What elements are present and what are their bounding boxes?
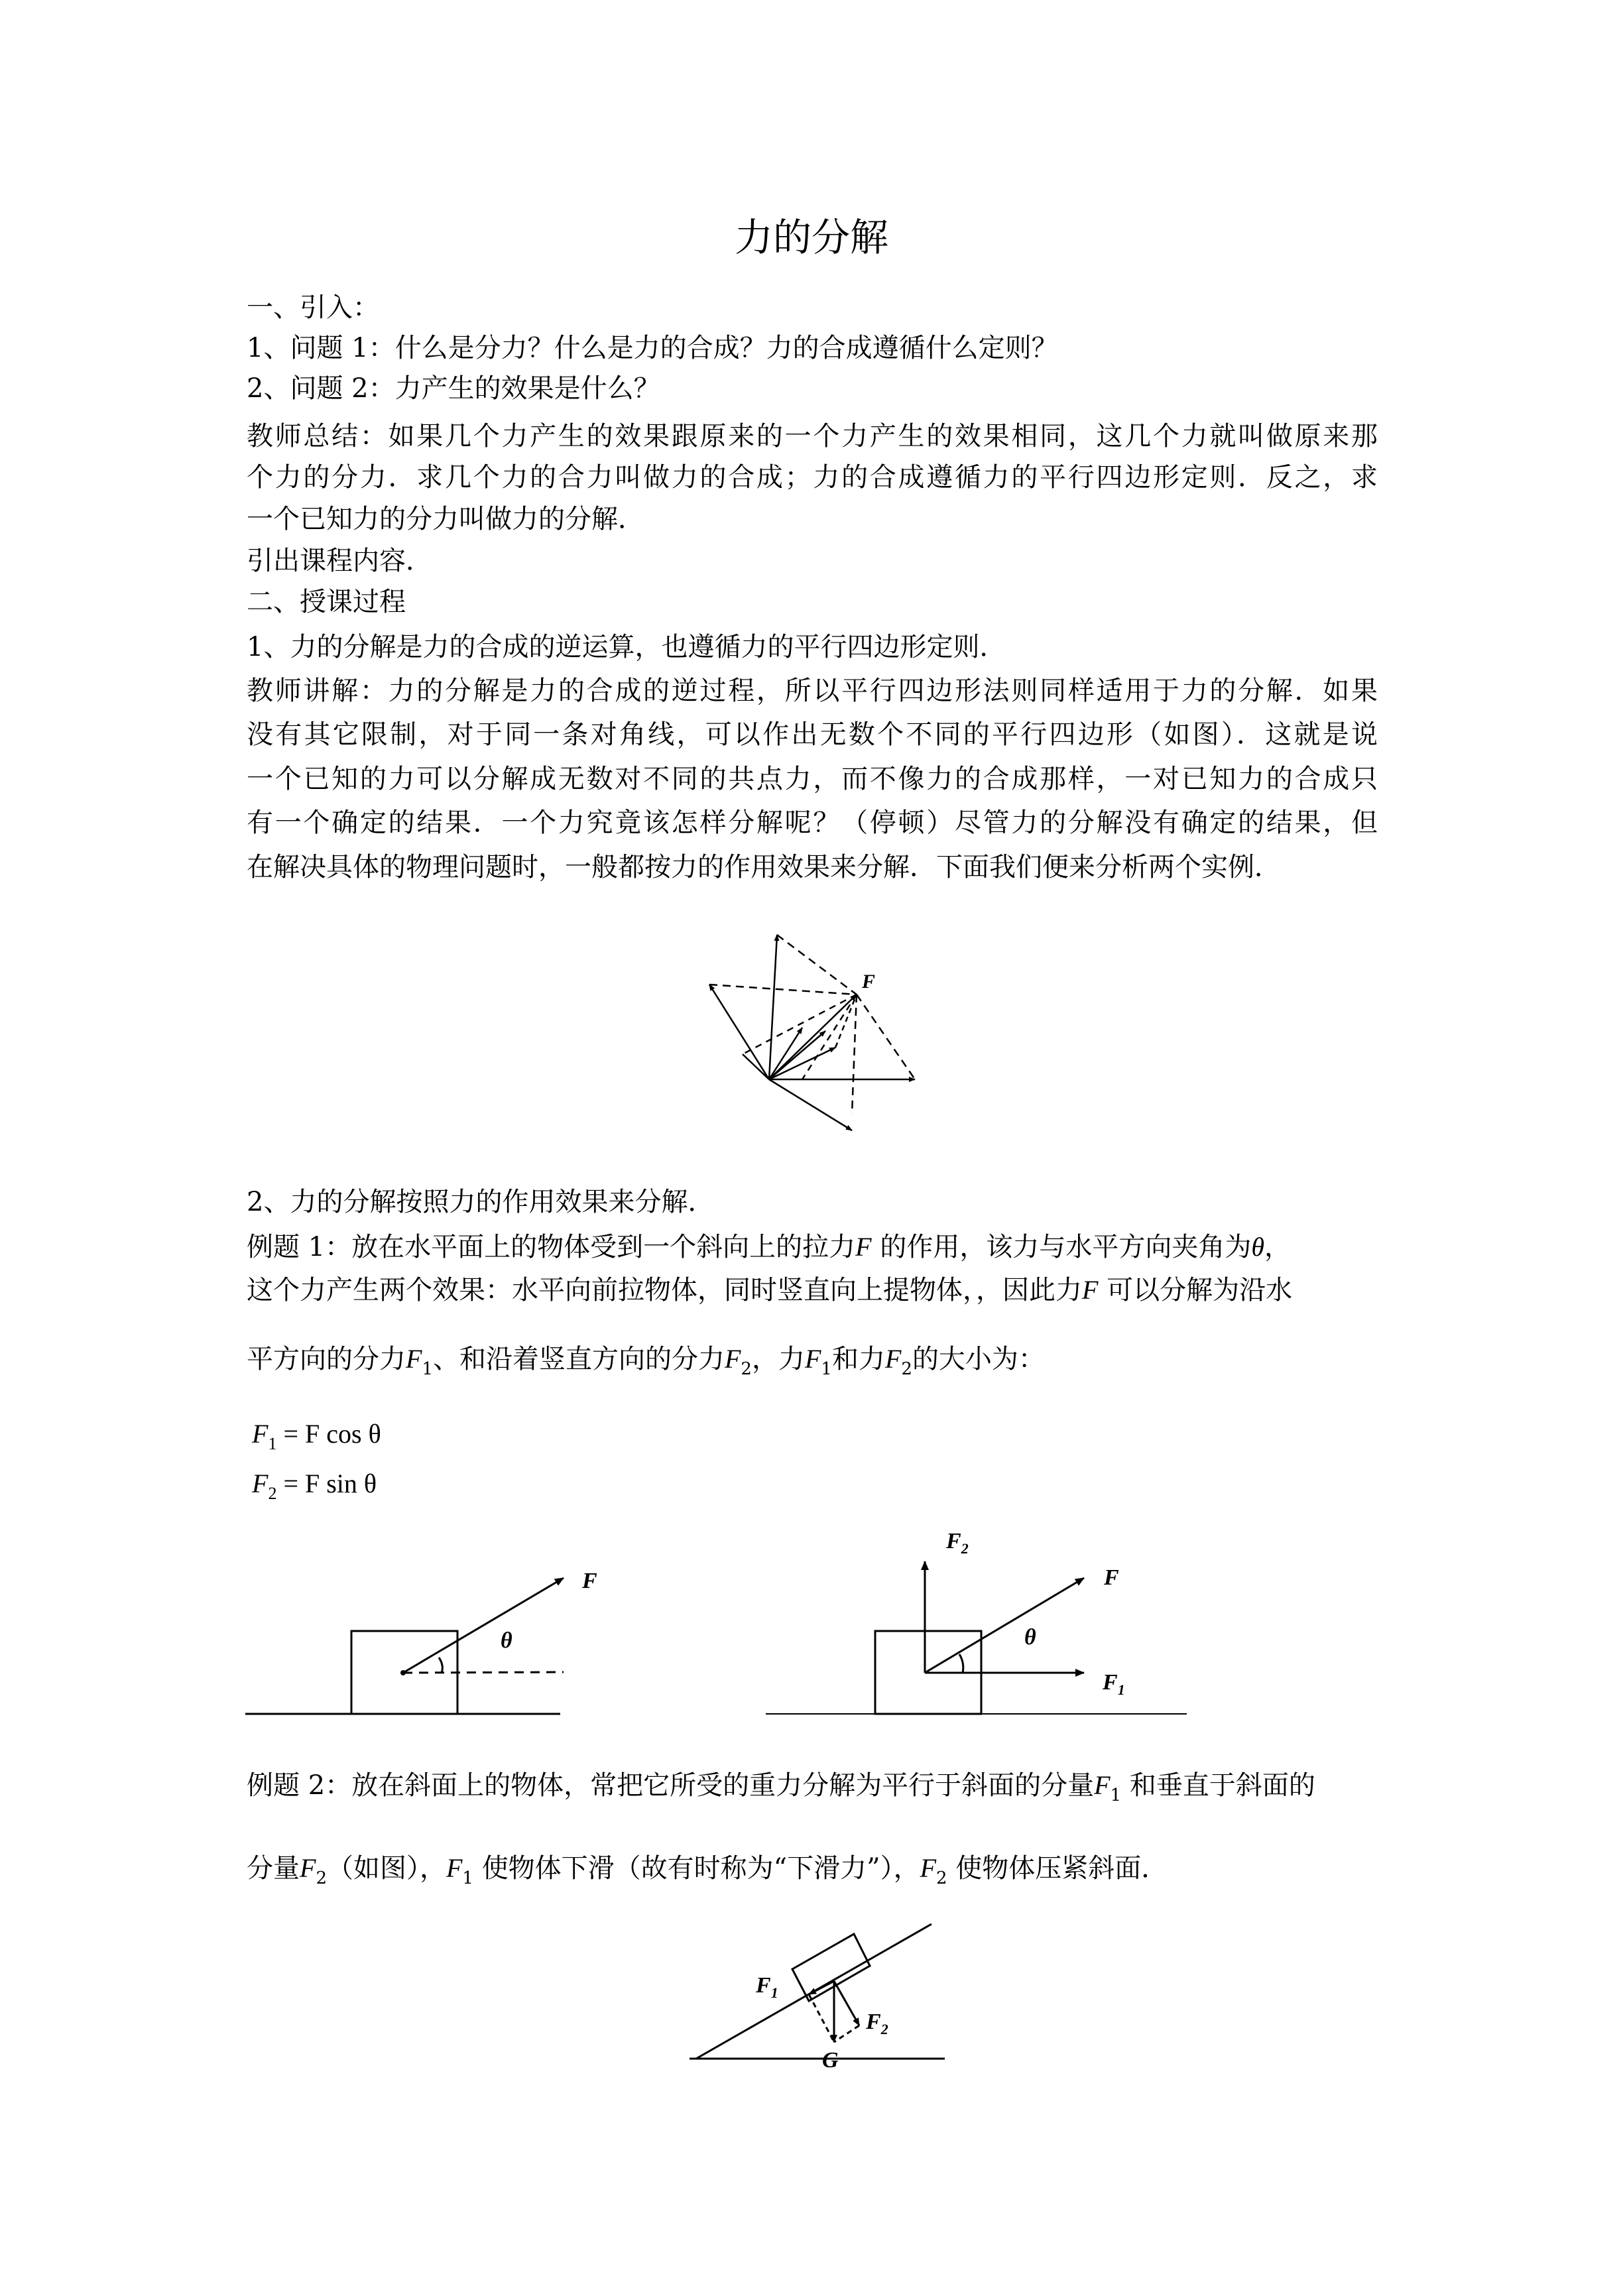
point-2: 2、力的分解按照力的作用效果来分解． [247, 1187, 715, 1217]
page-title: 力的分解 [734, 215, 888, 260]
figure1-force-label: F [862, 971, 876, 993]
subscript-2: 2 [316, 1868, 327, 1888]
ex1-text-a3: ， [1264, 1232, 1291, 1262]
ex1-text-b1: 这个力产生两个效果：水平向前拉物体，同时竖直向上提物体，，因此力 [247, 1275, 1082, 1305]
symbol-F1: F [1094, 1770, 1111, 1800]
subscript-2: 2 [936, 1868, 947, 1888]
figure4-F1-label: $F_1$ [756, 1973, 778, 2001]
question-1: 1、问题 1：什么是分力？什么是力的合成？力的合成遵循什么定则？ [247, 333, 1058, 363]
figure4-G-label: G [822, 2048, 839, 2073]
incline-figure [683, 1909, 961, 2073]
block-decomposition-figure [766, 1518, 1203, 1724]
symbol-F2: F [300, 1853, 316, 1883]
subscript-1: 1 [422, 1359, 433, 1379]
ex2-text-a1: 例题 2：放在斜面上的物体，常把它所受的重力分解为平行于斜面的分量 [247, 1770, 1095, 1801]
figure2-angle-label: θ [501, 1628, 512, 1653]
ex1-text-a2: 的作用，该力与水平方向夹角为 [880, 1232, 1252, 1262]
formula-f2-rhs: = F sin θ [283, 1469, 377, 1498]
example-2-line-2 [247, 1850, 1168, 1887]
formula-f2 [252, 1465, 377, 1502]
process-heading: 二、授课过程 [247, 587, 406, 617]
subscript-1: 1 [1110, 1785, 1122, 1805]
explanation-line-5: 在解决具体的物理问题时，一般都按力的作用效果来分解．下面我们便来分析两个实例． [247, 852, 1281, 882]
symbol-F2: F [252, 1469, 269, 1498]
teacher-summary-line-3: 一个已知力的分力叫做力的分解． [247, 504, 644, 534]
figure3-F2-label: $F_2$ [946, 1529, 969, 1557]
ex2-text-a2: 和垂直于斜面的 [1129, 1770, 1315, 1801]
ex2-text-b4: 使物体压紧斜面． [955, 1853, 1168, 1884]
figure3-force-label: F [1104, 1565, 1119, 1590]
explanation-line-3: 一个已知的力可以分解成无数对不同的共点力，而不像力的合成那样，一对已知力的合成只 [247, 764, 1378, 794]
explanation-line-2: 没有其它限制，对于同一条对角线，可以作出无数个不同的平行四边形（如图）．这就是说 [247, 719, 1378, 750]
symbol-F2: F [724, 1344, 741, 1374]
subscript-2: 2 [901, 1359, 912, 1379]
example-2-line-1 [247, 1767, 1315, 1804]
symbol-F2: F [920, 1853, 937, 1883]
ex1-text-c2: 、和沿着竖直方向的分力 [432, 1344, 725, 1374]
parallelogram-figure [703, 922, 941, 1140]
example-1-line-3 [247, 1341, 1045, 1378]
formula-f1 [252, 1416, 381, 1453]
symbol-F2: F [884, 1344, 902, 1374]
subscript-1: 1 [821, 1359, 832, 1379]
symbol-F: F [1082, 1275, 1099, 1305]
explanation-line-1: 教师讲解：力的分解是力的合成的逆过程，所以平行四边形法则同样适用于力的分解．如果 [247, 676, 1378, 706]
ex2-text-b3: 使物体下滑（故有时称为“下滑力”）， [481, 1853, 920, 1884]
symbol-theta: θ [1251, 1232, 1264, 1262]
teacher-summary-line-1: 教师总结：如果几个力产生的效果跟原来的一个力产生的效果相同，这几个力就叫做原来那 [247, 421, 1378, 452]
symbol-F1: F [252, 1419, 269, 1449]
subscript-2: 2 [741, 1359, 752, 1379]
ex1-text-a1: 例题 1：放在水平面上的物体受到一个斜向上的拉力 [247, 1232, 856, 1262]
ex1-text-c1: 平方向的分力 [247, 1344, 406, 1374]
example-1-line-1 [247, 1229, 1291, 1266]
symbol-F1: F [406, 1344, 422, 1374]
symbol-F1: F [804, 1344, 821, 1374]
figure4-F2-label: $F_2$ [866, 2010, 888, 2037]
question-2: 2、问题 2：力产生的效果是什么？ [247, 373, 660, 404]
figure2-force-label: F [582, 1569, 597, 1593]
ex1-text-b2: 可以分解为沿水 [1107, 1275, 1293, 1305]
symbol-F: F [855, 1232, 872, 1262]
subscript-1: 1 [462, 1868, 473, 1888]
example-1-line-2 [247, 1272, 1292, 1309]
lead-in: 引出课程内容． [247, 546, 432, 576]
figure3-F1-label: $F_1$ [1103, 1670, 1125, 1698]
block-force-figure [245, 1551, 597, 1724]
intro-heading: 一、引入： [247, 292, 379, 323]
formula-f1-rhs: = F cos θ [283, 1419, 381, 1449]
explanation-line-4: 有一个确定的结果．一个力究竟该怎样分解呢？（停顿）尽管力的分解没有确定的结果，但 [247, 808, 1378, 838]
subscript-1: 1 [268, 1434, 277, 1453]
subscript-2: 2 [268, 1484, 277, 1503]
figure3-angle-label: θ [1024, 1625, 1036, 1650]
ex1-text-c3: ，力 [751, 1344, 805, 1374]
ex2-text-b1: 分量 [247, 1853, 300, 1884]
ex1-text-c5: 的大小为： [912, 1344, 1045, 1374]
ex2-text-b2: （如图）， [326, 1853, 446, 1884]
symbol-F1: F [446, 1853, 463, 1883]
teacher-summary-line-2: 个力的分力．求几个力的合力叫做力的合成；力的合成遵循力的平行四边形定则．反之，求 [247, 462, 1378, 493]
point-1: 1、力的分解是力的合成的逆运算，也遵循力的平行四边形定则． [247, 632, 1006, 662]
ex1-text-c4: 和力 [831, 1344, 885, 1374]
